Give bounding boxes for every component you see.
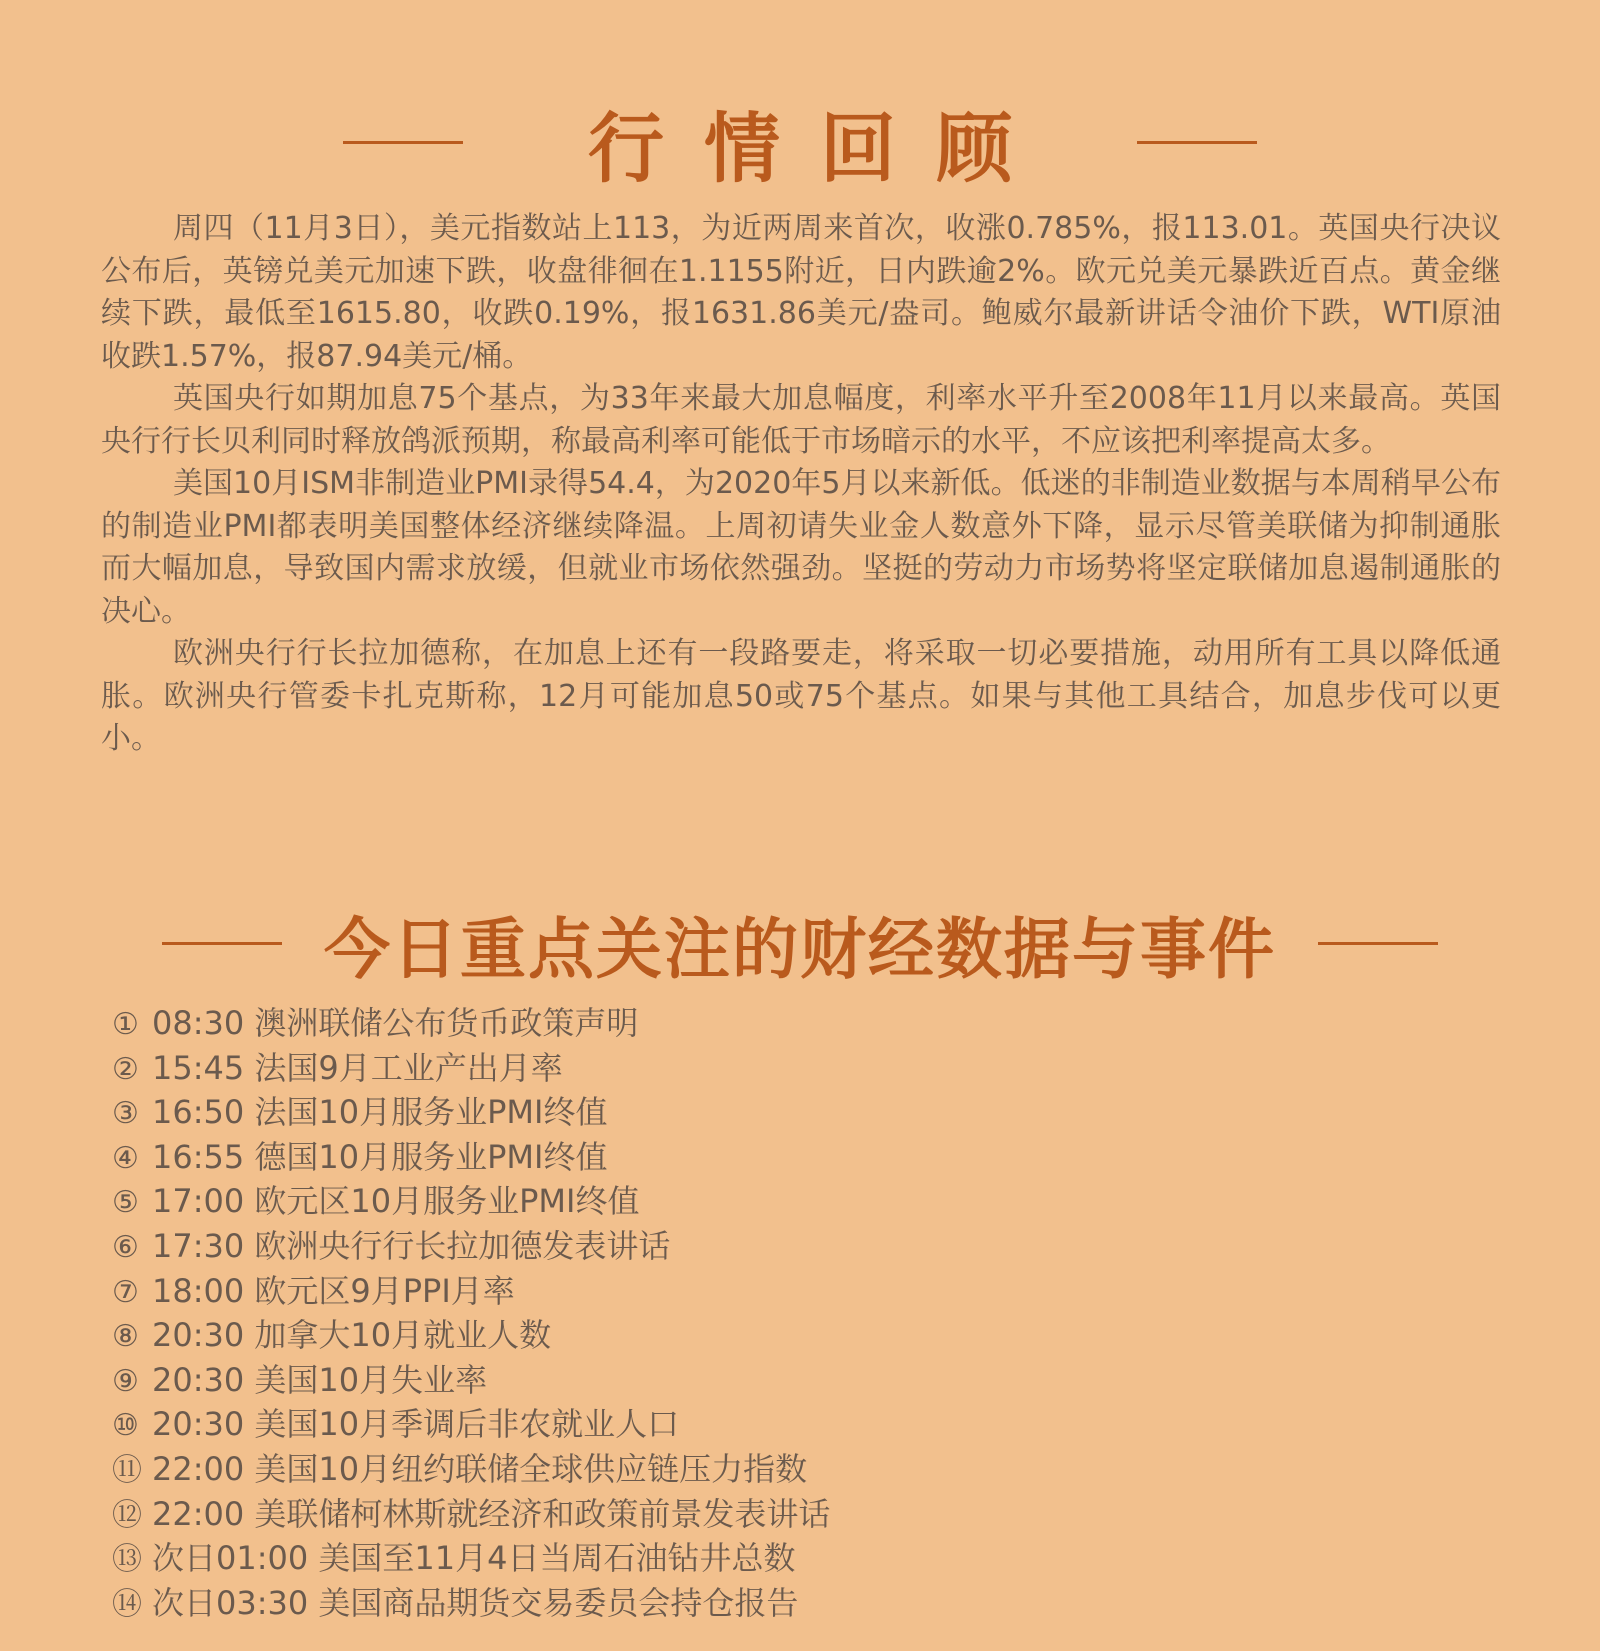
market-review-title: 行情回顾 [588,103,1052,193]
review-paragraph: 美国10月ISM非制造业PMI录得54.4，为2020年5月以来新低。低迷的非制造业数据与本周稍早公布的制造业PMI都表明美国整体经济继续降温。上周初请失业金人数意外下降，显示尽管美联储为抑制通胀而大幅加息，导致国内需求放缓，但就业市场依然强劲。坚挺的劳动力市场势将坚定联储加息遏制通胀的决心。 [101,466,1501,629]
title-divider-right [1137,141,1257,144]
event-text: 22:00 美国10月纽约联储全球供应链压力指数 [152,1449,808,1488]
event-text: 20:30 美国10月季调后非农就业人口 [152,1405,680,1444]
event-text: 17:30 欧洲央行行长拉加德发表讲话 [152,1226,671,1265]
event-list [112,1002,830,1626]
event-item [112,1314,830,1359]
event-text: 15:45 法国9月工业产出月率 [152,1048,563,1087]
review-paragraph: 英国央行如期加息75个基点，为33年来最大加息幅度，利率水平升至2008年11月以来最高。英国央行行长贝利同时释放鸽派预期，称最高利率可能低于市场暗示的水平，不应该把利率提高太多。 [101,381,1501,459]
market-review-header [0,92,1600,192]
event-item [112,1136,830,1181]
events-header [0,895,1600,991]
event-number: ⑩ [112,1408,139,1444]
event-number: ⑦ [112,1274,139,1310]
event-item [112,1582,830,1627]
review-paragraph: 欧洲央行行长拉加德称，在加息上还有一段路要走，将采取一切必要措施，动用所有工具以降低通胀。欧洲央行管委卡扎克斯称，12月可能加息50或75个基点。如果与其他工具结合，加息步伐可以更小。 [101,636,1501,756]
event-text: 08:30 澳洲联储公布货币政策声明 [152,1004,639,1042]
event-text: 次日03:30 美国商品期货交易委员会持仓报告 [152,1583,799,1622]
market-review-body [101,208,1501,761]
event-number: ⑧ [112,1319,139,1355]
event-number: ⑤ [112,1185,139,1221]
event-number: ⑪ [112,1452,142,1488]
event-item [112,1091,830,1136]
event-number: ① [112,1007,139,1042]
event-item [112,1493,830,1538]
event-number: ③ [112,1096,139,1132]
event-text: 17:00 欧元区10月服务业PMI终值 [152,1182,640,1221]
event-number: ⑭ [112,1586,142,1622]
event-item [112,1225,830,1270]
review-paragraph: 周四（11月3日），美元指数站上113，为近两周来首次，收涨0.785%，报113.01。英国央行决议公布后，英镑兑美元加速下跌，收盘徘徊在1.1155附近，日内跌逾2%。欧元兑美元暴跌近百点。黄金继续下跌，最低至1615.80，收跌0.19%，报1631.86美元/盎司。鲍威尔最新讲话令油价下跌，WTI原油收跌1.57%，报87.94美元/桶。 [101,211,1501,374]
event-text: 20:30 美国10月失业率 [152,1360,488,1399]
title-divider-left [343,141,463,144]
event-item [112,1002,830,1047]
event-item [112,1448,830,1493]
event-number: ④ [112,1140,139,1176]
event-item [112,1270,830,1315]
event-item [112,1537,830,1582]
event-number: ⑬ [112,1542,142,1578]
event-number: ⑥ [112,1229,139,1265]
event-item [112,1403,830,1448]
title-divider-right [1318,942,1438,945]
event-item [112,1359,830,1404]
event-number: ⑫ [112,1497,142,1533]
event-number: ② [112,1051,139,1087]
event-text: 16:50 法国10月服务业PMI终值 [152,1093,608,1132]
event-item [112,1180,830,1225]
event-text: 16:55 德国10月服务业PMI终值 [152,1137,608,1176]
title-divider-left [162,942,282,945]
event-text: 18:00 欧元区9月PPI月率 [152,1271,515,1310]
event-number: ⑨ [112,1363,139,1399]
event-text: 20:30 加拿大10月就业人数 [152,1316,552,1355]
event-text: 次日01:00 美国至11月4日当周石油钻井总数 [152,1539,796,1578]
events-title: 今日重点关注的财经数据与事件 [324,910,1276,988]
event-text: 22:00 美联储柯林斯就经济和政策前景发表讲话 [152,1494,831,1533]
event-item [112,1047,830,1092]
